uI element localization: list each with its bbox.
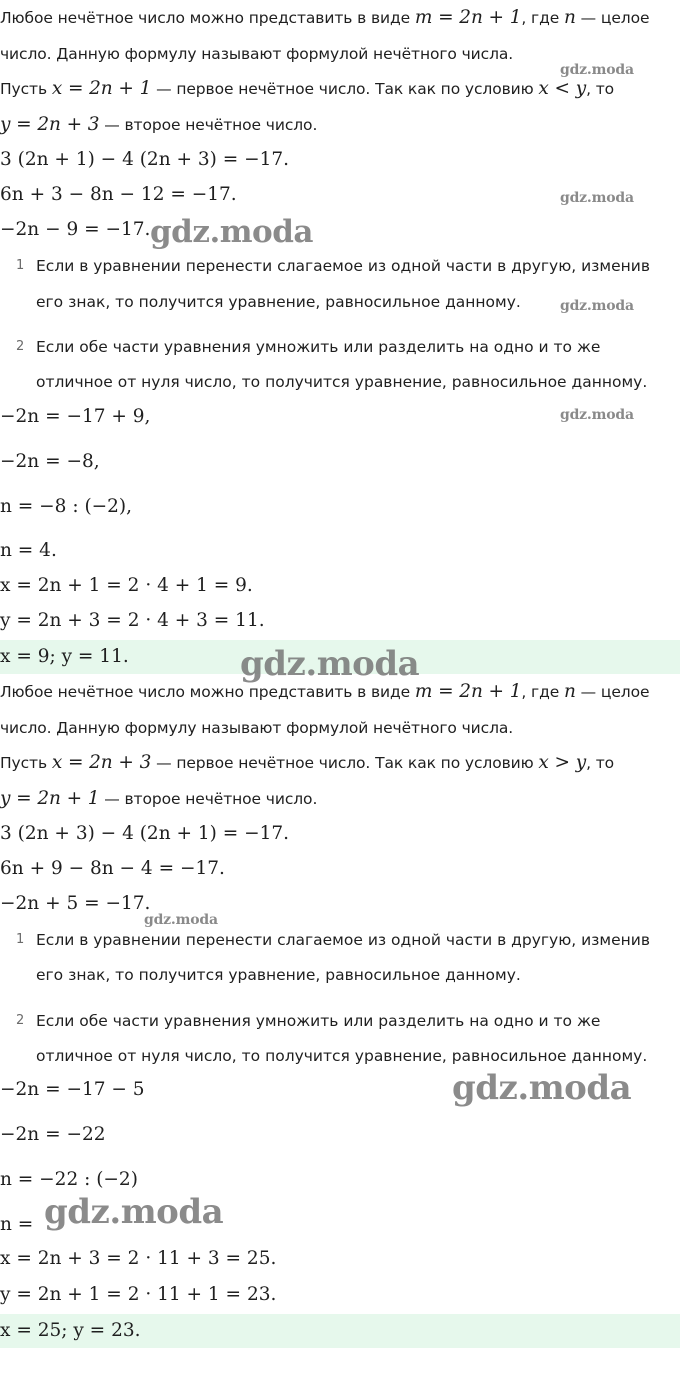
step-4: n =	[0, 1214, 34, 1235]
formula-m: m = 2n + 1	[414, 7, 522, 28]
rule-text: Если в уравнении перенести слагаемое из одной части в другую, изменив	[36, 257, 650, 275]
rule-number: 2	[16, 339, 25, 354]
watermark-logo: gdz.moda	[560, 407, 634, 423]
step-2: −2n = −8,	[0, 451, 100, 472]
intro-text: Любое нечётное число можно представить в виде	[0, 683, 411, 701]
rule-text: Если в уравнении перенести слагаемое из одной части в другую, изменив	[36, 931, 650, 949]
rule-2-line-2	[0, 364, 680, 400]
rule-text: Если обе части уравнения умножить или разделить на одно и то же	[36, 338, 601, 356]
answer: x = 25; y = 23.	[0, 1320, 141, 1341]
rule-2-line-1	[0, 329, 680, 365]
answer: x = 9; y = 11.	[0, 646, 129, 667]
second-odd-formula: y = 2n + 3	[0, 114, 100, 135]
rule-1-line-1	[0, 922, 680, 958]
watermark-logo: gdz.moda	[144, 912, 218, 928]
equation-1: 3 (2n + 3) − 4 (2n + 1) = −17.	[0, 823, 290, 844]
formula-m: m = 2n + 1	[414, 681, 522, 702]
rule-number: 1	[16, 258, 25, 273]
let-word: Пусть	[0, 80, 48, 98]
var-n: n	[564, 7, 576, 28]
second-text: — второе нечётное число.	[104, 116, 318, 134]
condition: x > y	[538, 752, 587, 773]
step-6: y = 2n + 3 = 2 · 4 + 3 = 11.	[0, 610, 265, 631]
step-6: y = 2n + 1 = 2 · 11 + 1 = 23.	[0, 1284, 277, 1305]
second-text: — второе нечётное число.	[104, 790, 318, 808]
step-2: −2n = −22	[0, 1124, 106, 1145]
let-tail: , то	[586, 80, 615, 98]
second-line	[0, 781, 317, 817]
intro-text-end: — целое	[580, 9, 650, 27]
step-1: −2n = −17 − 5	[0, 1079, 145, 1100]
watermark-logo: gdz.moda	[44, 1192, 224, 1232]
intro-line-2: число. Данную формулу называют формулой нечётного числа.	[0, 45, 514, 63]
rule-1-line-2	[0, 957, 680, 993]
first-odd-formula: x = 2n + 1	[51, 78, 152, 99]
step-4: n = 4.	[0, 540, 57, 561]
equation-3: −2n − 9 = −17.	[0, 219, 151, 240]
step-3: n = −22 : (−2)	[0, 1169, 138, 1190]
equation-2: 6n + 9 − 8n − 4 = −17.	[0, 858, 225, 879]
intro-line-2: число. Данную формулу называют формулой нечётного числа.	[0, 719, 514, 737]
rule-number: 2	[16, 1013, 25, 1028]
watermark-logo: gdz.moda	[452, 1068, 632, 1108]
step-5: x = 2n + 3 = 2 · 11 + 3 = 25.	[0, 1248, 277, 1269]
watermark-logo: gdz.moda	[560, 62, 634, 78]
rule-text: отличное от нуля число, то получится уравнение, равносильное данному.	[36, 373, 648, 391]
step-3: n = −8 : (−2),	[0, 496, 133, 517]
equation-3: −2n + 5 = −17.	[0, 893, 151, 914]
let-tail: , то	[586, 754, 615, 772]
second-odd-formula: y = 2n + 1	[0, 788, 100, 809]
let-line	[0, 71, 614, 107]
intro-text: Любое нечётное число можно представить в виде	[0, 9, 411, 27]
intro-line-1	[0, 0, 649, 36]
rule-text: Если обе части уравнения умножить или разделить на одно и то же	[36, 1012, 601, 1030]
equation-1: 3 (2n + 1) − 4 (2n + 3) = −17.	[0, 149, 290, 170]
rule-text: его знак, то получится уравнение, равносильное данному.	[36, 293, 521, 311]
let-text: — первое нечётное число. Так как по условию	[156, 754, 534, 772]
equation-2: 6n + 3 − 8n − 12 = −17.	[0, 184, 237, 205]
intro-text-end: — целое	[580, 683, 650, 701]
step-1: −2n = −17 + 9,	[0, 406, 151, 427]
rule-text: отличное от нуля число, то получится уравнение, равносильное данному.	[36, 1047, 648, 1065]
watermark-logo: gdz.moda	[150, 214, 313, 250]
rule-2-line-1	[0, 1003, 680, 1039]
first-odd-formula: x = 2n + 3	[51, 752, 152, 773]
step-5: x = 2n + 1 = 2 · 4 + 1 = 9.	[0, 575, 253, 596]
rule-1-line-1	[0, 248, 680, 284]
let-word: Пусть	[0, 754, 48, 772]
watermark-logo: gdz.moda	[560, 190, 634, 206]
rule-text: его знак, то получится уравнение, равносильное данному.	[36, 966, 521, 984]
let-line	[0, 745, 614, 781]
let-text: — первое нечётное число. Так как по условию	[156, 80, 534, 98]
watermark-logo: gdz.moda	[560, 298, 634, 314]
watermark-logo: gdz.moda	[240, 644, 420, 684]
intro-text-tail: , где	[521, 683, 560, 701]
condition: x < y	[538, 78, 587, 99]
var-n: n	[564, 681, 576, 702]
intro-text-tail: , где	[521, 9, 560, 27]
rule-number: 1	[16, 932, 25, 947]
second-line	[0, 107, 317, 143]
